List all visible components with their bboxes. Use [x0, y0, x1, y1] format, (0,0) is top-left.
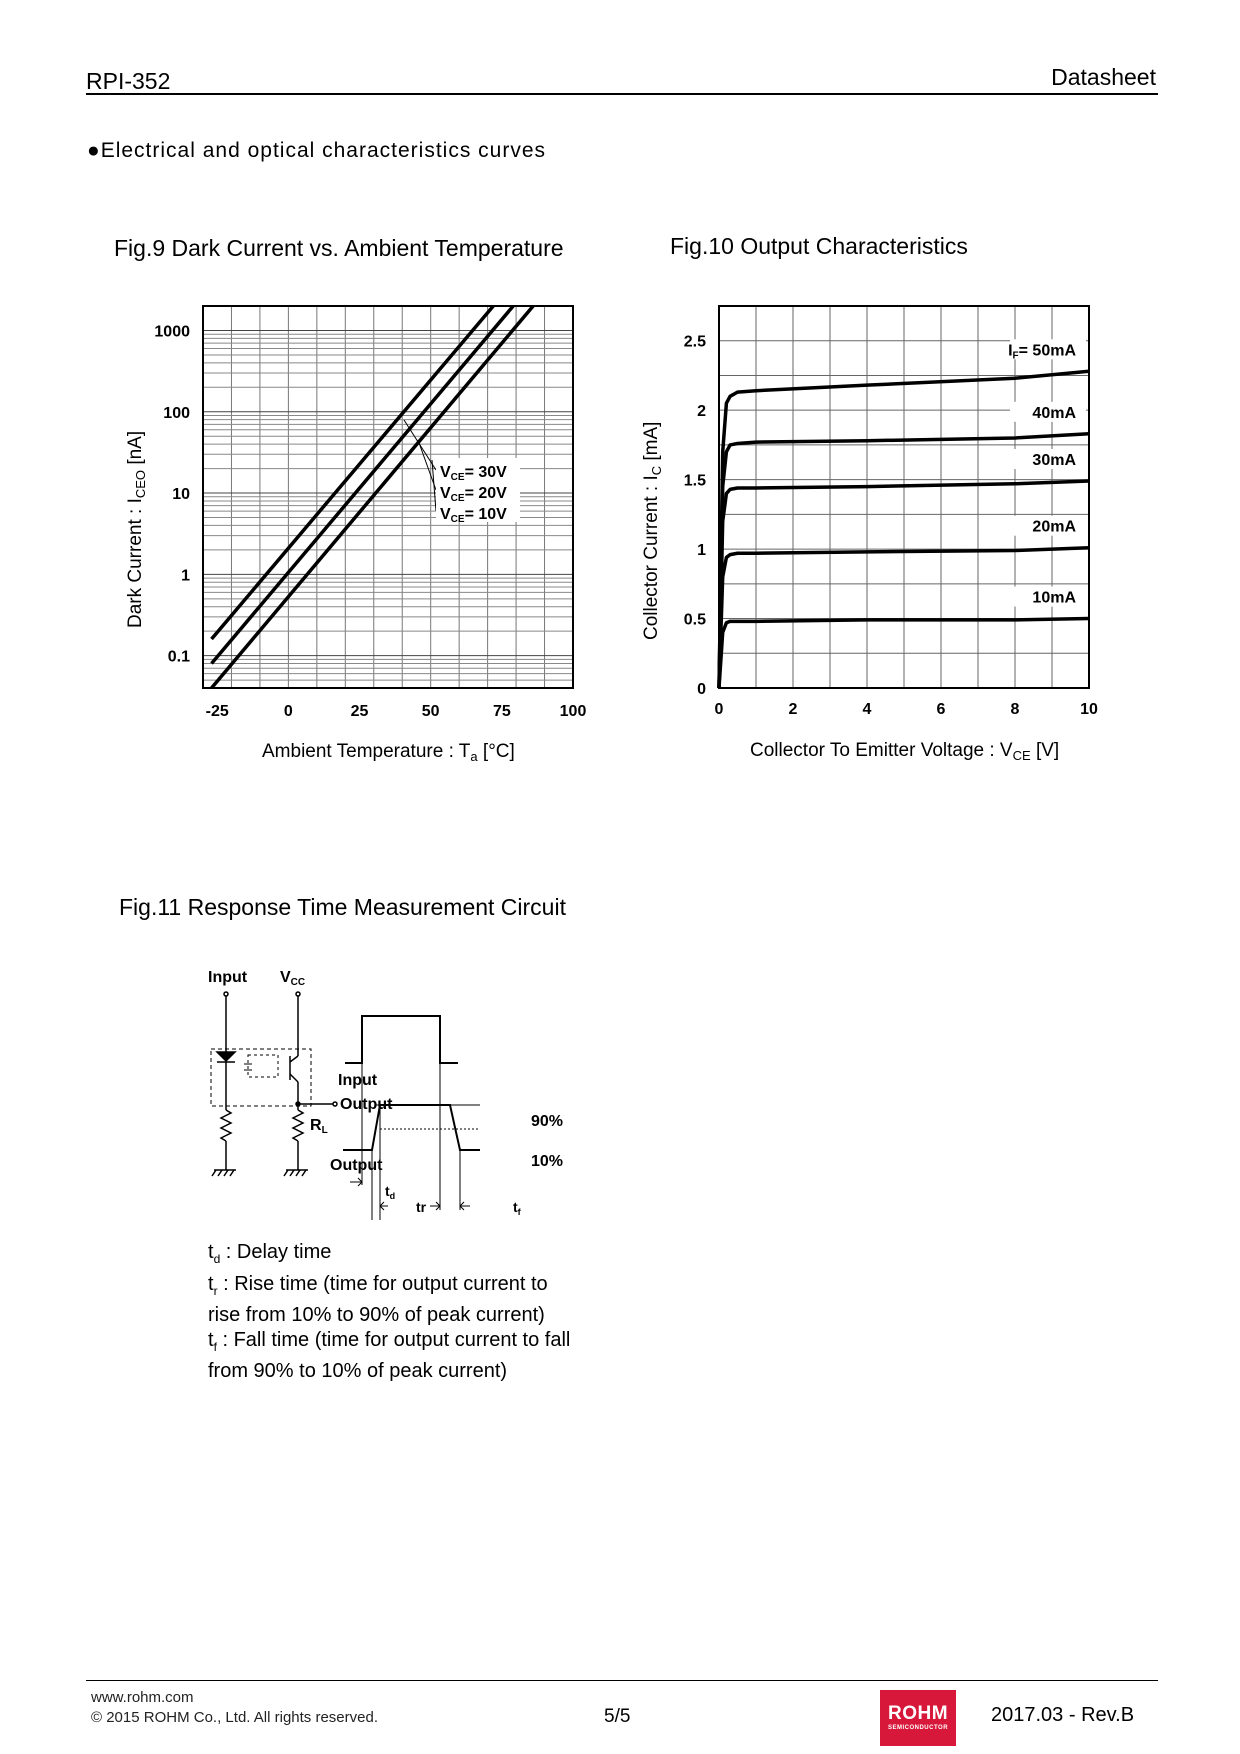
section-title-text: Electrical and optical characteristics curves [100, 139, 547, 162]
fig10-ytick: 2.5 [683, 333, 706, 351]
definitions [208, 1240, 570, 1384]
fig10-xlabel: Collector To Emitter Voltage : $V_{CE}$ [V] [750, 740, 1060, 763]
resistor-icon [221, 1110, 231, 1141]
revision: 2017.03 - Rev.B [991, 1704, 1135, 1726]
fig9-xtick: 75 [492, 703, 511, 720]
circuit-output-label: Output [340, 1096, 393, 1113]
fig9-ytick: 10 [172, 486, 190, 504]
page-number: 5/5 [604, 1706, 631, 1727]
definition-line: from 90% to 10% of peak current) [208, 1360, 508, 1382]
bullet-icon: ● [87, 139, 101, 162]
footer-rule [86, 1680, 1158, 1681]
definition-line: $t_d$ : Delay time [208, 1241, 332, 1266]
output-terminal-icon [333, 1102, 337, 1106]
fig9-ytick: 1000 [154, 323, 190, 341]
fig9-xtick: 0 [283, 703, 293, 720]
fig9-title: Fig.9 Dark Current vs. Ambient Temperature [114, 235, 564, 261]
fig10-ytick: 1 [697, 542, 706, 560]
fig10-legend-label: IF= 50mA [1008, 342, 1076, 362]
fig10-xtick: 8 [1010, 701, 1020, 718]
input-pulse [345, 1016, 458, 1063]
definition-line: $t_r$ : Rise time (time for output current to [208, 1272, 548, 1298]
circuit-rl-label: RL [310, 1117, 328, 1136]
fig10-xtick: 10 [1080, 701, 1098, 718]
circuit-input-label: Input [208, 969, 248, 986]
fig10-xtick: 4 [862, 701, 872, 718]
fig10-xtick: 6 [936, 701, 946, 718]
part-number: RPI-352 [86, 68, 171, 94]
fig10-ytick: 2 [697, 403, 706, 421]
fig10-title: Fig.10 Output Characteristics [670, 233, 968, 259]
pct10-label: 10% [531, 1153, 564, 1170]
fig9-legend-label: VCE= 20V [440, 485, 507, 504]
wave-input-label: Input [338, 1072, 378, 1089]
tr-label: tr [416, 1199, 427, 1215]
fig9-legend-label: VCE= 30V [440, 464, 507, 483]
website-link[interactable]: www.rohm.com [91, 1689, 194, 1706]
fig9-ytick: 100 [163, 404, 190, 422]
fig10-chart [0, 0, 1240, 800]
fig9-ytick: 1 [181, 567, 190, 585]
fig10-legend-label: 20mA [1032, 518, 1076, 536]
led-icon [217, 1052, 235, 1061]
fig9-ytick: 0.1 [167, 648, 190, 666]
fig10-grid [719, 306, 1089, 688]
fig10-legend-label: 10mA [1032, 589, 1076, 607]
fig11-title: Fig.11 Response Time Measurement Circuit [119, 894, 566, 920]
circuit-vcc-label: VCC [280, 969, 306, 988]
load-resistor-icon [293, 1110, 303, 1141]
pct90-label: 90% [531, 1113, 564, 1130]
fig9-ylabel: Dark Current : $I_{CEO}$ [nA] [125, 430, 148, 628]
vcc-terminal-icon [296, 992, 300, 996]
fig9-xtick: 100 [559, 703, 587, 720]
fig10-xtick: 0 [714, 701, 724, 718]
fig11-circuit [190, 960, 610, 1240]
fig9-xlabel: Ambient Temperature : $T_a$ [°C] [262, 741, 515, 764]
fig10-ytick: 0 [697, 681, 706, 698]
wave-output-label: Output [330, 1157, 383, 1174]
definition-line: rise from 10% to 90% of peak current) [208, 1304, 545, 1326]
definition-line: $t_f$ : Fall time (time for output current to fall [208, 1328, 571, 1354]
input-terminal-icon [224, 992, 228, 996]
copyright: © 2015 ROHM Co., Ltd. All rights reserved. [91, 1709, 378, 1726]
fig10-ytick: 1.5 [683, 472, 706, 490]
fig10-ylabel: Collector Current : $I_C$ [mA] [641, 421, 664, 640]
tf-label: $t_f$ [513, 1199, 521, 1217]
fig10-legend-label: 40mA [1032, 404, 1076, 422]
fig10-xtick: 2 [788, 701, 798, 718]
fig9-legend-label: VCE= 10V [440, 506, 507, 525]
fig9-xtick: 50 [421, 703, 440, 720]
td-label: $t_d$ [385, 1183, 396, 1201]
doc-type: Datasheet [1051, 64, 1156, 90]
fig9-xtick: -25 [205, 703, 229, 720]
rohm-logo: ROHM SEMICONDUCTOR [880, 1690, 956, 1746]
fig9-xtick: 25 [350, 703, 369, 720]
fig10-ytick: 0.5 [683, 611, 706, 629]
fig10-legend-label: 30mA [1032, 452, 1076, 470]
